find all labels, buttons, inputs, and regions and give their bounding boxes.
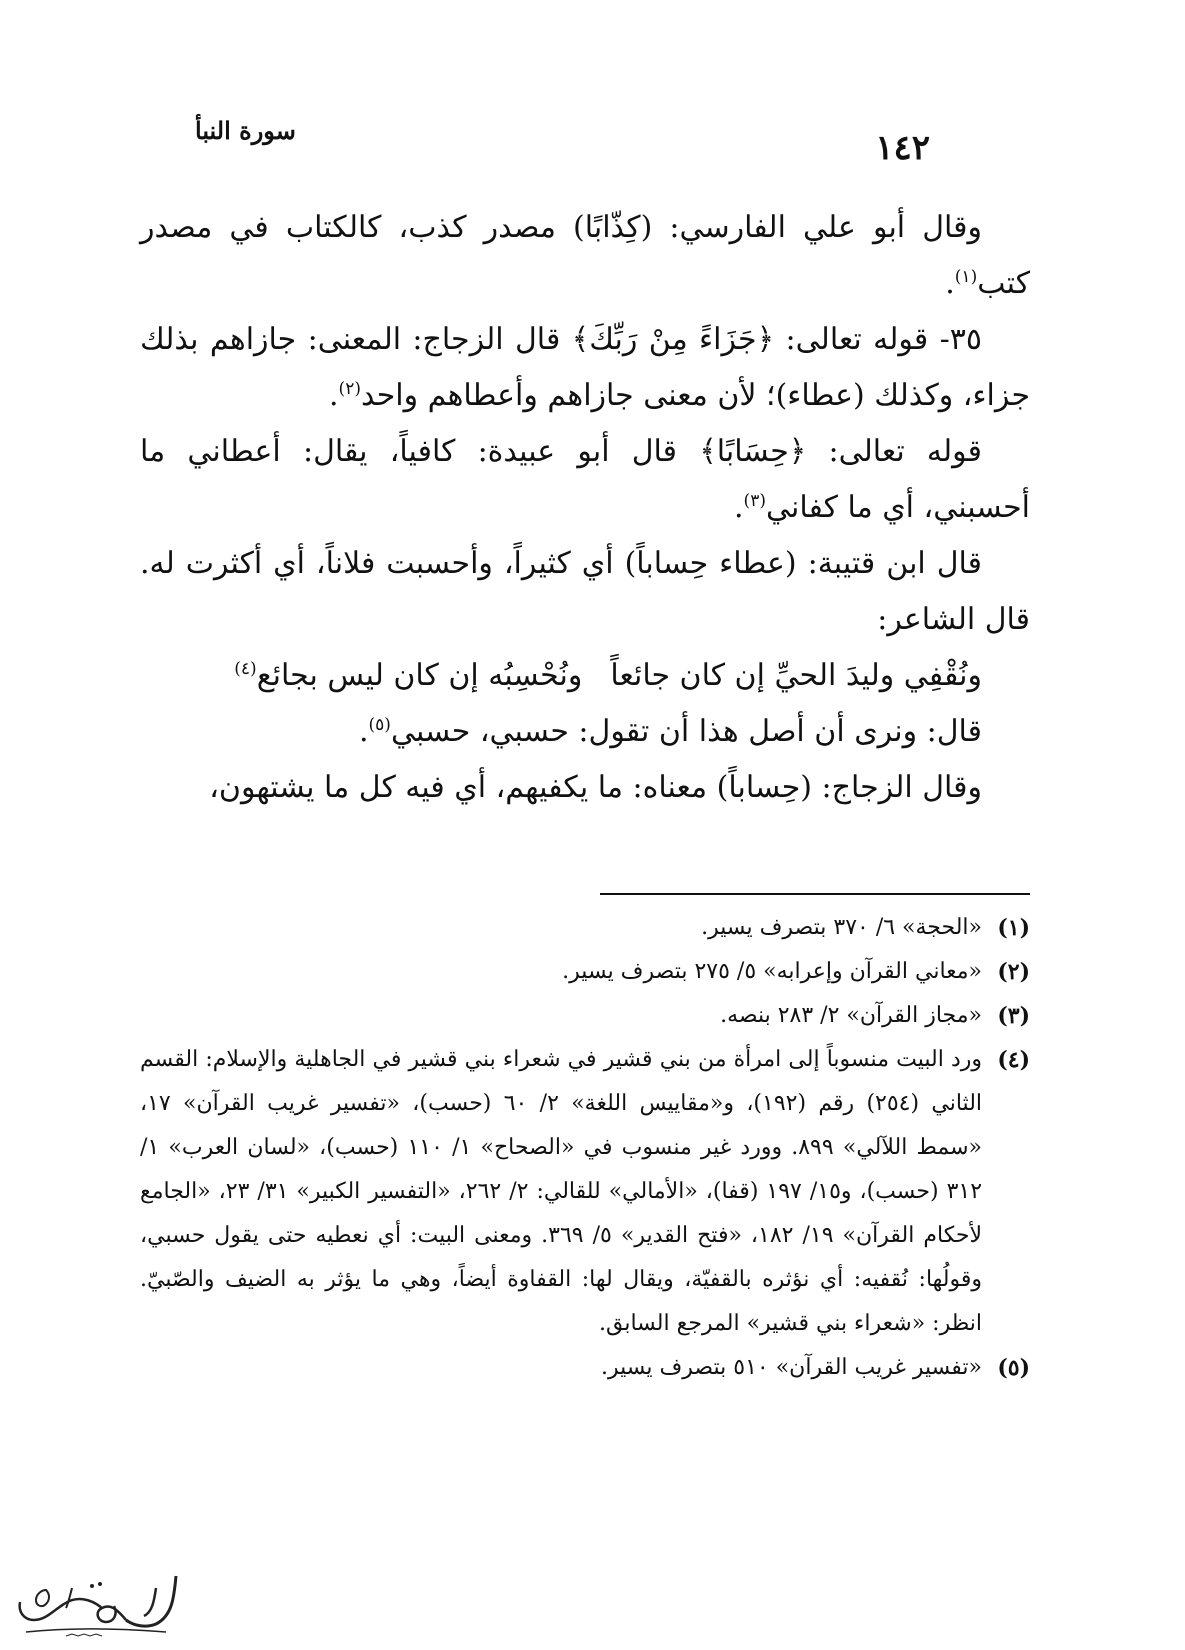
paragraph-text: قال: ونرى أن أصل هذا أن تقول: حسبي، حسبي	[390, 714, 982, 749]
calligraphy-logo	[6, 1568, 186, 1642]
paragraph-text: ٣٥- قوله تعالى: ﴿جَزَاءً مِنْ رَبِّكَ﴾ قال الزجاج: المعنى: جازاهم بذلك جزاء، وكذلك (عطاء)؛ لأن معنى جازاهم وأعطاهم واحد	[140, 322, 1030, 413]
paragraph-verse-35: ٣٥- قوله تعالى: ﴿جَزَاءً مِنْ رَبِّكَ﴾ قال الزجاج: المعنى: جازاهم بذلك جزاء، وكذلك (عطاء)؛ لأن معنى جازاهم وأعطاهم واحد$^{(٢)}$.	[140, 322, 1030, 413]
paragraph-zajjaj	[140, 760, 1030, 816]
footnote-ref: (٢)	[338, 379, 361, 399]
paragraph-text: قال ابن قتيبة: (عطاء حِساباً) أي كثيراً، وأحسبت فلاناً، أي أكثرت له. قال الشاعر:	[140, 546, 1030, 637]
footnote-ref: (١)	[954, 267, 978, 287]
footnote-text: «الحجة» ٦/ ٣٧٠ بتصرف يسير.	[701, 915, 982, 940]
paragraph-text: قوله تعالى: ﴿حِسَابًا﴾ قال أبو عبيدة: كافياً، يقال: أعطاني ما أحسبني، أي ما كفاني	[140, 434, 1030, 525]
footnote-ref: (٥)	[368, 715, 391, 735]
footnote-text: «معاني القرآن وإعرابه» ٥/ ٢٧٥ بتصرف يسير.	[562, 959, 982, 984]
verse-first-hemistich: ونُقْفِي وليدَ الحيِّ إن كان جائعاً	[610, 658, 982, 693]
paragraph-hisaban: قوله تعالى: ﴿حِسَابًا﴾ قال أبو عبيدة: كافياً، يقال: أعطاني ما أحسبني، أي ما كفاني$^{(٣)}$.	[140, 434, 1030, 525]
paragraph-text: وقال الزجاج: (حِساباً) معناه: ما يكفيهم، أي فيه كل ما يشتهون،	[209, 770, 982, 805]
verse-second-hemistich: ونُحْسِبُه إن كان ليس بجائع	[256, 658, 583, 693]
footnote-number: (٥)	[997, 1355, 1030, 1381]
footnote-ref: (٣)	[743, 491, 766, 511]
footnote-4	[140, 1038, 1030, 1346]
running-title: سورة النبأ	[195, 116, 296, 145]
footnote-number: (٣)	[997, 1003, 1030, 1029]
page-number: ١٤٢	[875, 128, 930, 168]
footnote-text: ورد البيت منسوباً إلى امرأة من بني قشير في شعراء بني قشير في الجاهلية والإسلام: القسم الثاني (٢٥٤) رقم (١٩٢)، و«مقاييس اللغة» ٢/ ٦٠ (حسب)، «تفسير غريب القرآن» ١٧، «سمط اللآلي» ٨٩٩. وورد غير منسوب في «الصحاح» ١/ ١١٠ (حسب)، «لسان العرب» ١/ ٣١٢ (حسب)، و١٥/ ١٩٧ (قفا)، «الأمالي» للقالي: ٢/ ٢٦٢، «التفسير الكبير» ٣١/ ٢٣، «الجامع لأحكام القرآن» ١٩/ ١٨٢، «فتح القدير» ٥/ ٣٦٩. ومعنى البيت: أي نعطيه حتى يقول حسبي، وقولُها: نُقفيه: أي نؤثره بالقفيّة، ويقال لها: القفاوة أيضاً، وهي ما يؤثر به الضيف والصّبيّ. انظر: «شعراء بني قشير» المرجع السابق.	[140, 1047, 983, 1336]
paragraph-ibn-qutayba	[140, 536, 1030, 648]
footnote-separator	[600, 893, 1030, 895]
footnote-number: (٤)	[997, 1047, 1030, 1073]
footnote-number: (١)	[997, 915, 1030, 941]
footnote-2	[140, 950, 1030, 994]
paragraph-farisi: وقال أبو علي الفارسي: (كِذّابًا) مصدر كذب، كالكتاب في مصدر كتب$^{(١)}$.	[140, 210, 1030, 301]
footnote-text: «مجاز القرآن» ٢/ ٢٨٣ بنصه.	[720, 1003, 982, 1028]
footnote-number: (٢)	[997, 959, 1030, 985]
poetry-verse	[140, 648, 1030, 704]
footnote-5	[140, 1346, 1030, 1390]
footnote-1	[140, 906, 1030, 950]
footnote-text: «تفسير غريب القرآن» ٥١٠ بتصرف يسير.	[600, 1355, 982, 1380]
paragraph-hasbi: قال: ونرى أن أصل هذا أن تقول: حسبي، حسبي$^{(٥)}$.	[358, 714, 982, 749]
footnote-ref: (٤)	[234, 659, 257, 679]
footnotes	[140, 906, 1030, 1390]
paragraph-text: وقال أبو علي الفارسي: (كِذّابًا) مصدر كذب، كالكتاب في مصدر كتب	[140, 210, 1030, 301]
footnote-3	[140, 994, 1030, 1038]
main-text	[140, 200, 1030, 816]
